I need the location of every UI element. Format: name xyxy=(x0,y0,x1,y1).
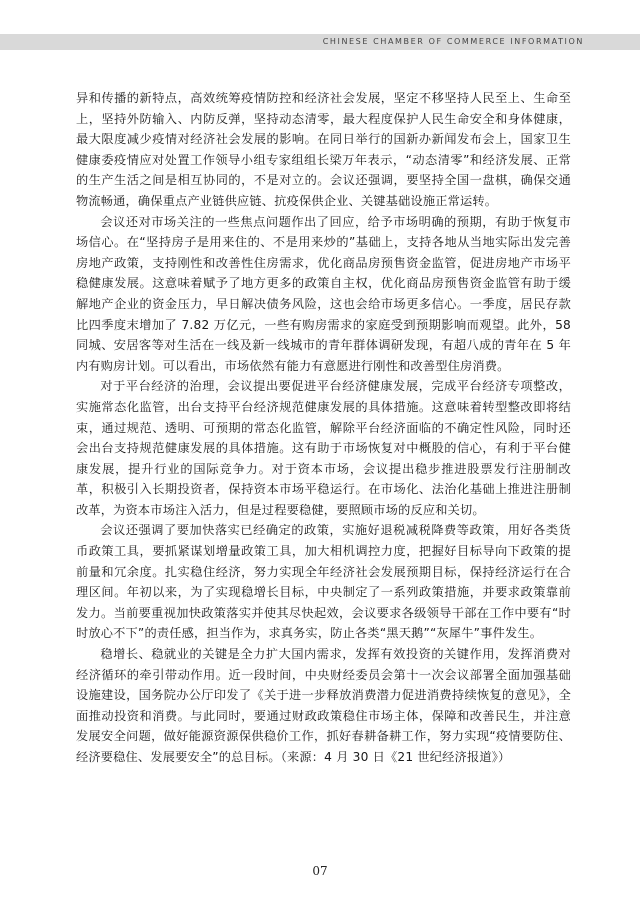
paragraph-4: 会议还强调了要加快落实已经确定的政策，实施好退税减税降费等政策，用好各类货币政策工具，要抓紧谋划增量政策工具，加大相机调控力度，把握好目标导向下政策的提前量和冗余度。扎实稳住经济，努力实现全年经济社会发展预期目标，保持经济运行在合理区间。年初以来，为了实现稳增长目标，中央制定了一系列政策措施，并要求政策靠前发力。当前要重视加快政策落实并使其尽快起效，会议要求各级领导干部在工作中要有“时时放心不下”的责任感，担当作为，求真务实，防止各类“黑天鹅”“灰犀牛”事件发生。 xyxy=(76,523,571,641)
source-note: （来源：4 月 30 日《21 世纪经济报道》） xyxy=(280,750,511,764)
paragraph-5 xyxy=(76,644,571,768)
publication-banner: CHINESE CHAMBER OF COMMERCE INFORMATION xyxy=(322,37,584,46)
paragraph-2: 会议还对市场关注的一些焦点问题作出了回应，给予市场明确的预期，有助于恢复市场信心。在“坚持房子是用来住的、不是用来炒的”基础上，支持各地从当地实际出发完善房地产政策，支持刚性和改善性住房需求，优化商品房预售资金监管，促进房地产市场平稳健康发展。这意味着赋予了地方更多的政策自主权，优化商品房预售资金监管有助于缓解地产企业的资金压力，早日解决债务风险，这也会给市场更多信心。一季度，居民存款比四季度末增加了 7.82 万亿元，一些有购房需求的家庭受到预期影响而观望。此外，58 同城、安居客等对生活在一线及新一线城市的青年群体调研发现，有超八成的青年在 5 年内有购房计划。可以看出，市场依然有能力有意愿进行刚性和改善型住房消费。 xyxy=(76,214,571,373)
page-number: 07 xyxy=(312,864,328,878)
paragraph-5-text: 稳增长、稳就业的关键是全力扩大国内需求，发挥有效投资的关键作用，发挥消费对经济循环的牵引带动作用。近一段时间，中央财经委员会第十一次会议部署全面加强基础设施建设，国务院办公厅印发了《关于进一步释放消费潜力促进消费持续恢复的意见》，全面推动投资和消费。与此同时，要通过财政政策稳住市场主体，保障和改善民生，并注意发展安全问题，做好能源资源保供稳价工作，抓好春耕备耕工作，努力实现“疫情要防住、经济要稳住、发展要安全”的总目标。 xyxy=(76,647,571,764)
article-body xyxy=(76,88,571,768)
paragraph-3: 对于平台经济的治理，会议提出要促进平台经济健康发展，完成平台经济专项整改，实施常态化监管，出台支持平台经济规范健康发展的具体措施。这意味着转型整改即将结束，通过规范、透明、可预期的常态化监管，解除平台经济面临的不确定性风险，同时还会出台支持规范健康发展的具体措施。这有助于市场恢复对中概股的信心，有利于平台健康发展，提升行业的国际竞争力。对于资本市场，会议提出稳步推进股票发行注册制改革，积极引入长期投资者，保持资本市场平稳运行。在市场化、法治化基础上推进注册制改革，为资本市场注入活力，但是过程要稳健，要照顾市场的反应和关切。 xyxy=(76,379,571,517)
paragraph-1: 异和传播的新特点，高效统筹疫情防控和经济社会发展，坚定不移坚持人民至上、生命至上，坚持外防输入、内防反弹，坚持动态清零，最大程度保护人民生命安全和身体健康，最大限度减少疫情对经济社会发展的影响。在同日举行的国新办新闻发布会上，国家卫生健康委疫情应对处置工作领导小组专家组组长梁万年表示，“动态清零”和经济发展、正常的生产生活之间是相互协同的，不是对立的。会议还强调，要坚持全国一盘棋，确保交通物流畅通，确保重点产业链供应链、抗疫保供企业、关键基础设施正常运转。 xyxy=(76,91,571,208)
